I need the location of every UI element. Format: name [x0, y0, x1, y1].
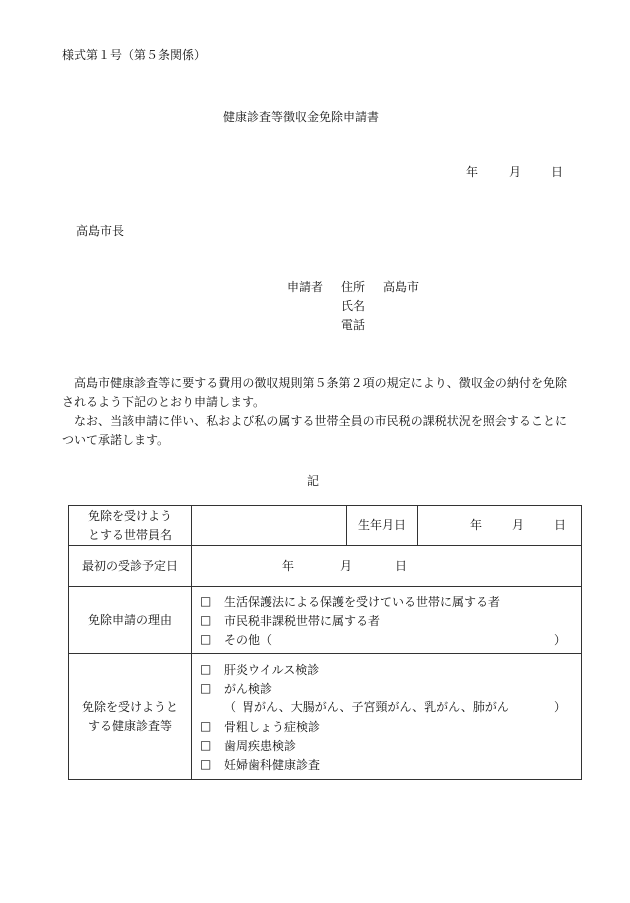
cancer-detail-close-paren: ） [554, 699, 567, 714]
exam-option-periodontal[interactable] [192, 736, 581, 755]
checkbox-icon[interactable]: □ [200, 594, 212, 608]
reason-label: 免除申請の理由 [69, 587, 192, 654]
body-paragraph-1: 高島市健康診査等に要する費用の徴収規則第５条第２項の規定により、徴収金の納付を免除されるよう下記のとおり申請します。 [62, 376, 567, 409]
table-row-exams [69, 654, 582, 780]
reason-option-label: 市民税非課税世帯に属する者 [224, 613, 381, 628]
name-label: 氏名 [341, 299, 366, 313]
reason-option-welfare[interactable] [192, 592, 581, 611]
member-name-field[interactable] [192, 506, 347, 546]
member-name-label-line2: とする世帯員名 [87, 527, 172, 542]
table-row-member [69, 506, 582, 546]
exam-option-hepatitis[interactable] [192, 660, 581, 679]
exam-option-label: 骨粗しょう症検診 [224, 719, 321, 734]
exam-option-maternal-dental[interactable] [192, 755, 581, 774]
address-label: 住所 [341, 280, 366, 294]
date-day: 日 [551, 165, 564, 179]
visit-day: 日 [395, 558, 408, 573]
checkbox-icon[interactable]: □ [200, 613, 212, 627]
cancer-detail [192, 698, 581, 717]
exam-label-line2: する健康診査等 [87, 718, 172, 733]
address-value: 高島市 [383, 280, 420, 294]
checkbox-icon[interactable]: □ [200, 719, 212, 733]
checkbox-icon[interactable]: □ [200, 681, 212, 695]
member-name-label-line1: 免除を受けよう [87, 508, 172, 523]
addressee: 高島市長 [76, 224, 125, 238]
visit-year: 年 [282, 558, 295, 573]
exam-option-label: 肝炎ウイルス検診 [224, 662, 320, 677]
ki-heading: 記 [307, 474, 320, 488]
birthdate-field[interactable] [418, 506, 582, 546]
checkbox-icon[interactable]: □ [200, 757, 212, 771]
exam-label-line1: 免除を受けようと [81, 699, 178, 714]
body-text [62, 374, 567, 450]
checkbox-icon[interactable]: □ [200, 738, 212, 752]
application-table [68, 505, 582, 780]
date-month: 月 [509, 165, 522, 179]
date-year: 年 [466, 165, 479, 179]
document-title: 健康診査等徴収金免除申請書 [223, 110, 380, 124]
applicant-label: 申請者 [287, 280, 324, 294]
birth-year: 年 [470, 518, 483, 532]
body-paragraph-2: なお、当該申請に伴い、私および私の属する世帯全員の市民税の課税状況を照会することについて承諾します。 [62, 414, 567, 447]
cancer-detail-open-paren: （ [224, 699, 237, 714]
reason-option-other[interactable] [192, 630, 581, 649]
first-visit-field[interactable] [192, 546, 582, 587]
table-row-first-visit [69, 546, 582, 587]
reason-option-label: その他（ [224, 632, 273, 647]
reason-option-label: 生活保護法による保護を受けている世帯に属する者 [224, 594, 501, 609]
table-row-reason [69, 587, 582, 654]
visit-month: 月 [340, 558, 353, 573]
member-name-label-cell [69, 506, 192, 546]
checkbox-icon[interactable]: □ [200, 632, 212, 646]
exam-option-label: 妊婦歯科健康診査 [224, 757, 321, 772]
birthdate-label: 生年月日 [347, 506, 418, 546]
reason-option-tax-exempt[interactable] [192, 611, 581, 630]
exam-label-cell [69, 654, 192, 780]
checkbox-icon[interactable]: □ [200, 662, 212, 676]
birth-month: 月 [512, 518, 525, 532]
cancer-detail-text: 胃がん、大腸がん、子宮頸がん、乳がん、肺がん [242, 699, 509, 714]
birth-day: 日 [554, 518, 567, 532]
exam-option-label: 歯周疾患検診 [224, 738, 297, 753]
phone-label: 電話 [341, 318, 366, 332]
reason-options [192, 587, 582, 654]
exam-option-cancer[interactable] [192, 679, 581, 698]
first-visit-label: 最初の受診予定日 [69, 546, 192, 587]
other-close-paren: ） [554, 632, 567, 647]
form-number: 様式第１号（第５条関係） [62, 48, 207, 62]
exam-option-label: がん検診 [224, 681, 273, 696]
exam-option-osteoporosis[interactable] [192, 717, 581, 736]
exam-options [192, 654, 582, 780]
